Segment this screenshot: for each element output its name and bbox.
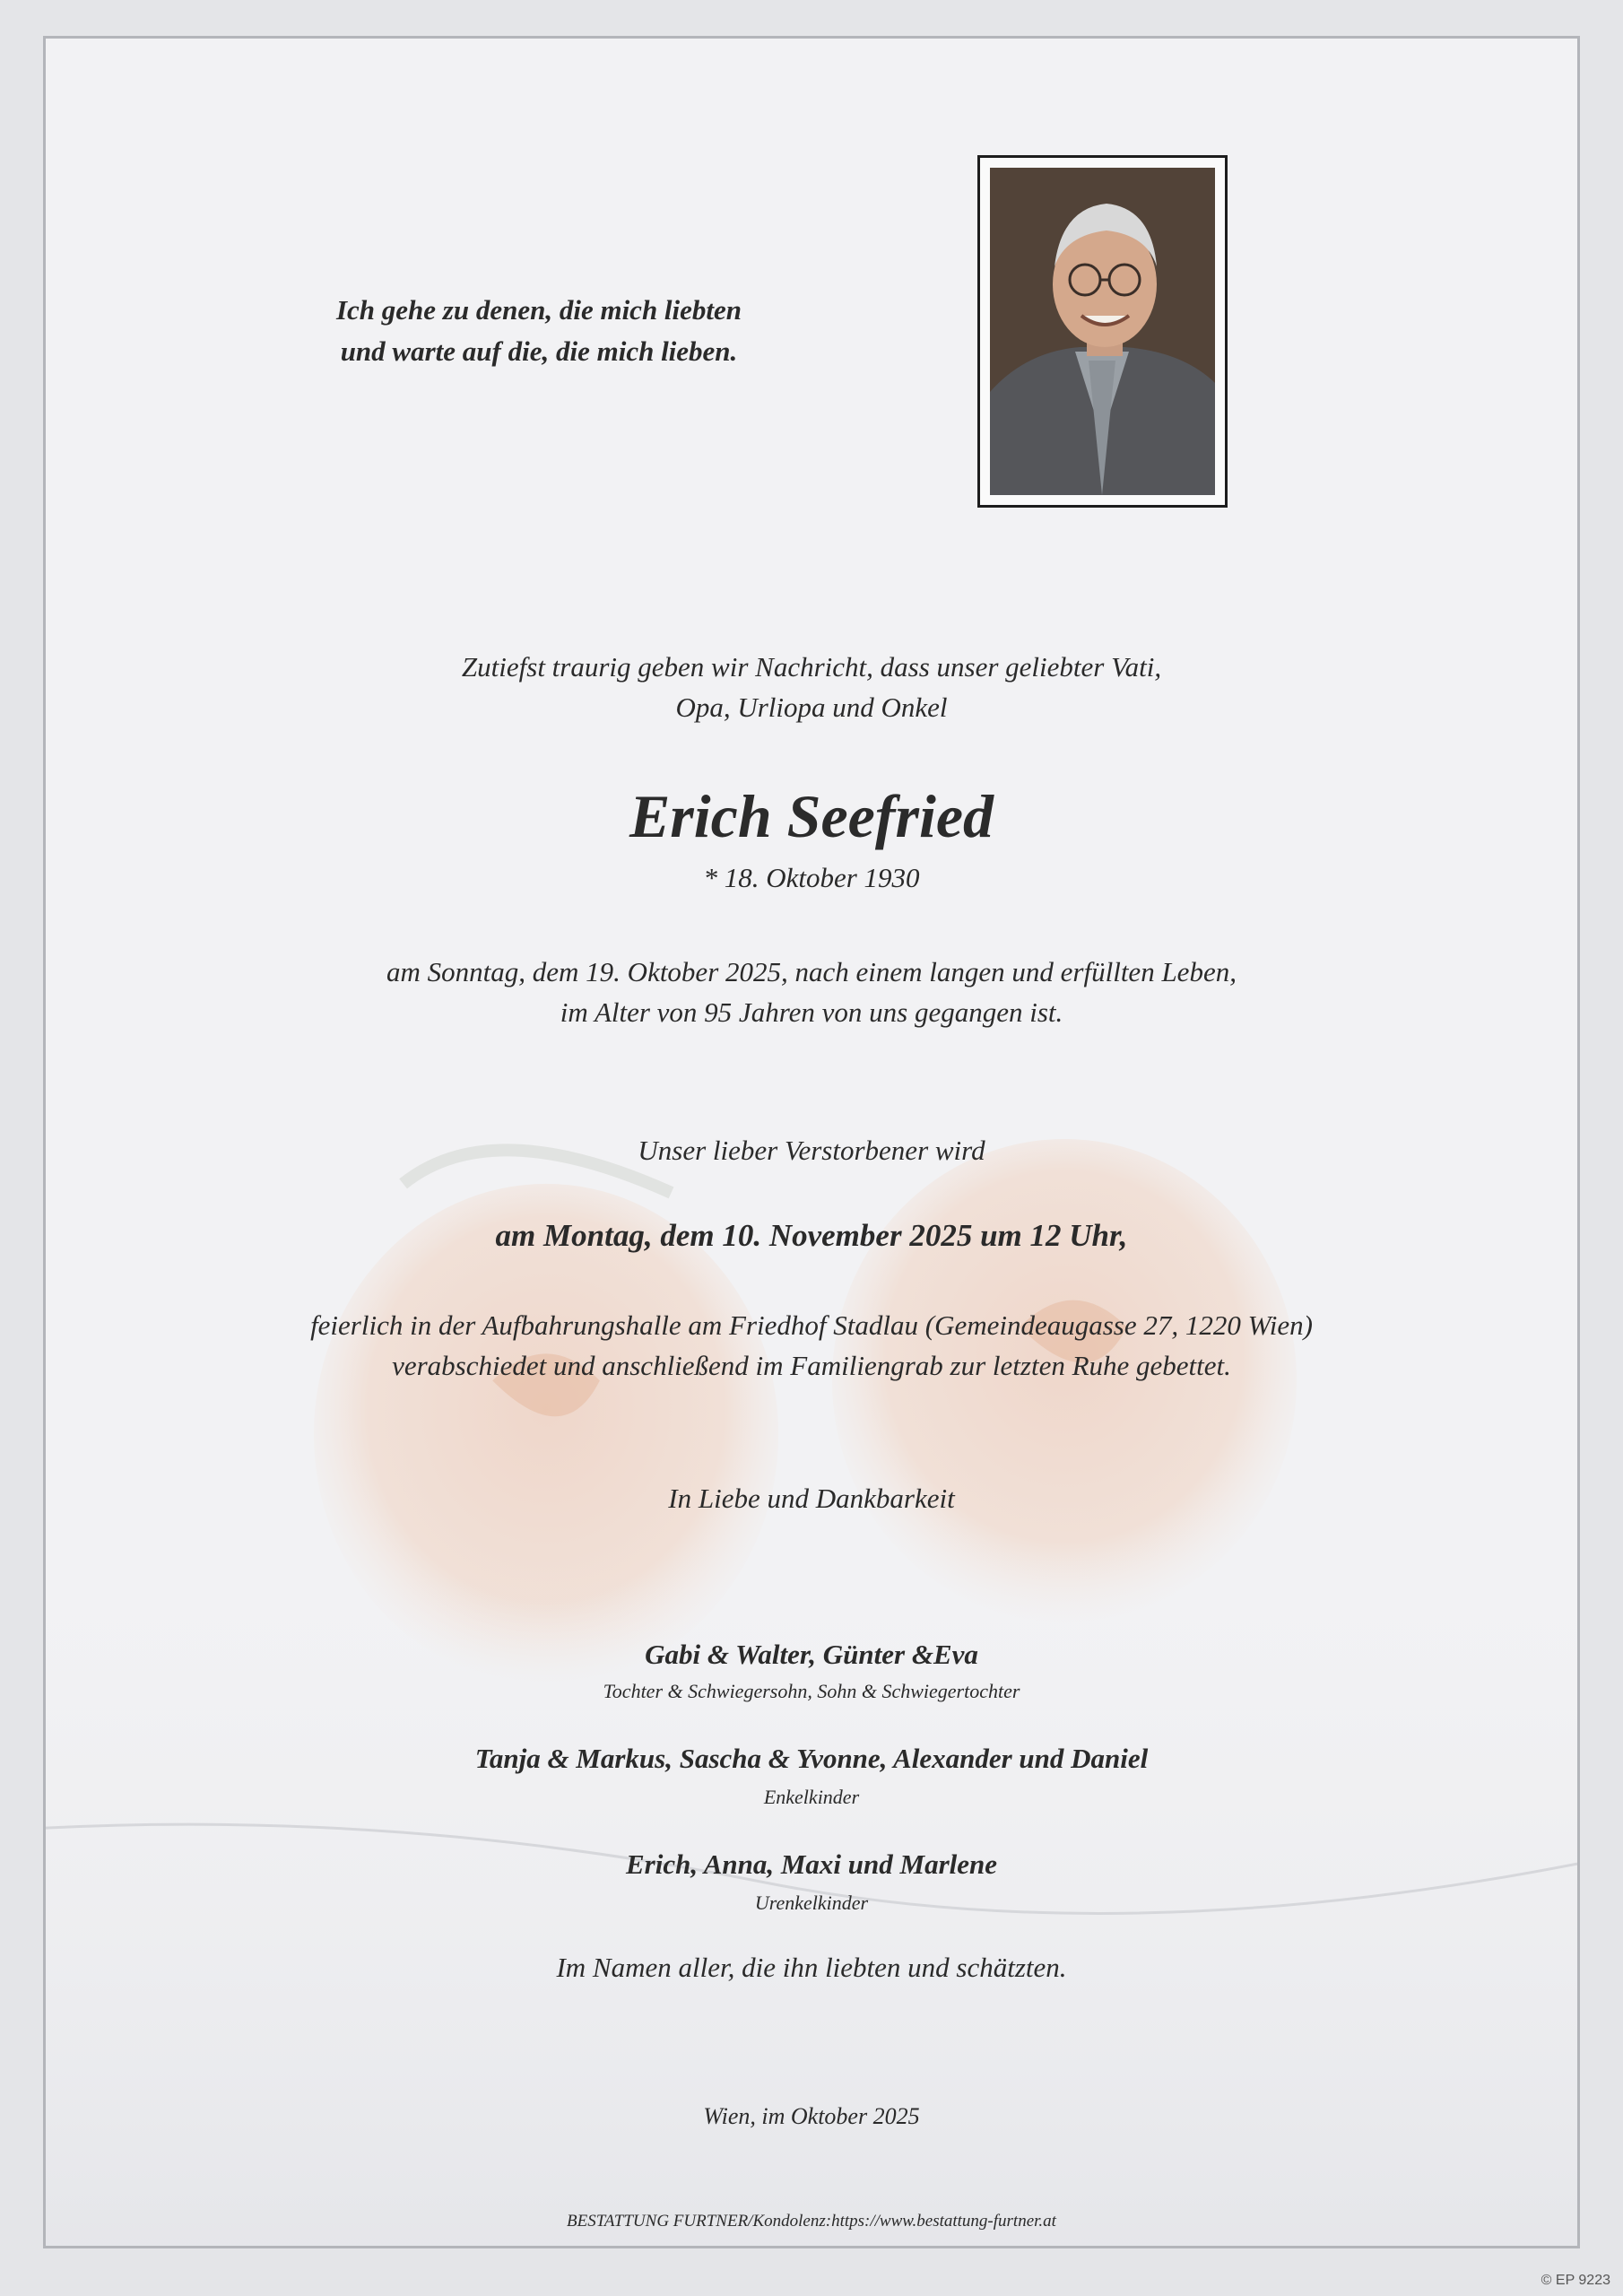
- death-line-2: im Alter von 95 Jahren von uns gegangen ist.: [560, 996, 1063, 1028]
- city-date: Wien, im Oktober 2025: [703, 2103, 920, 2129]
- death-notice: [46, 952, 1577, 1032]
- obituary-sheet: [43, 36, 1580, 2248]
- intro-line-1: Zutiefst traurig geben wir Nachricht, dass unser geliebter Vati,: [461, 651, 1162, 683]
- family-names-2: Tanja & Markus, Sascha & Yvonne, Alexander und Daniel: [474, 1743, 1149, 1774]
- ceremony-date: am Montag, dem 10. November 2025 um 12 Uhr,: [495, 1218, 1128, 1253]
- family-relation-1: Tochter & Schwiegersohn, Sohn & Schwiegertochter: [603, 1680, 1020, 1702]
- intro-text: [46, 647, 1577, 727]
- family-names-3: Erich, Anna, Maxi und Marlene: [625, 1848, 998, 1880]
- ceremony-place: [46, 1305, 1577, 1386]
- thanks-text: In Liebe und Dankbarkeit: [668, 1483, 955, 1514]
- family-relation-3: Urenkelkinder: [754, 1892, 869, 1914]
- deceased-name: Erich Seefried: [629, 782, 994, 850]
- place-line-1: feierlich in der Aufbahrungshalle am Friedhof Stadlau (Gemeindeaugasse 27, 1220 Wien): [310, 1309, 1313, 1341]
- closing-text: Im Namen aller, die ihn liebten und schätzten.: [556, 1952, 1067, 1983]
- place-line-2: verabschiedet und anschließend im Familiengrab zur letzten Ruhe gebettet.: [392, 1350, 1231, 1381]
- copyright-mark: © EP 9223: [1541, 2273, 1610, 2288]
- family-relation-2: Enkelkinder: [763, 1786, 860, 1808]
- motto-line-2: und warte auf die, die mich lieben.: [340, 335, 738, 367]
- portrait-photo: [990, 168, 1215, 495]
- death-line-1: am Sonntag, dem 19. Oktober 2025, nach einem langen und erfüllten Leben,: [386, 956, 1237, 987]
- motto: [315, 290, 763, 372]
- intro-line-2: Opa, Urliopa und Onkel: [675, 691, 948, 723]
- family-names-1: Gabi & Walter, Günter &Eva: [645, 1639, 978, 1670]
- funeral-home-footer: BESTATTUNG FURTNER/Kondolenz:https://www.bestattung-furtner.at: [567, 2212, 1056, 2231]
- motto-line-1: Ich gehe zu denen, die mich liebten: [335, 294, 742, 326]
- portrait-frame: [977, 155, 1228, 508]
- birth-date: * 18. Oktober 1930: [703, 862, 920, 893]
- ceremony-lead: Unser lieber Verstorbener wird: [638, 1135, 985, 1166]
